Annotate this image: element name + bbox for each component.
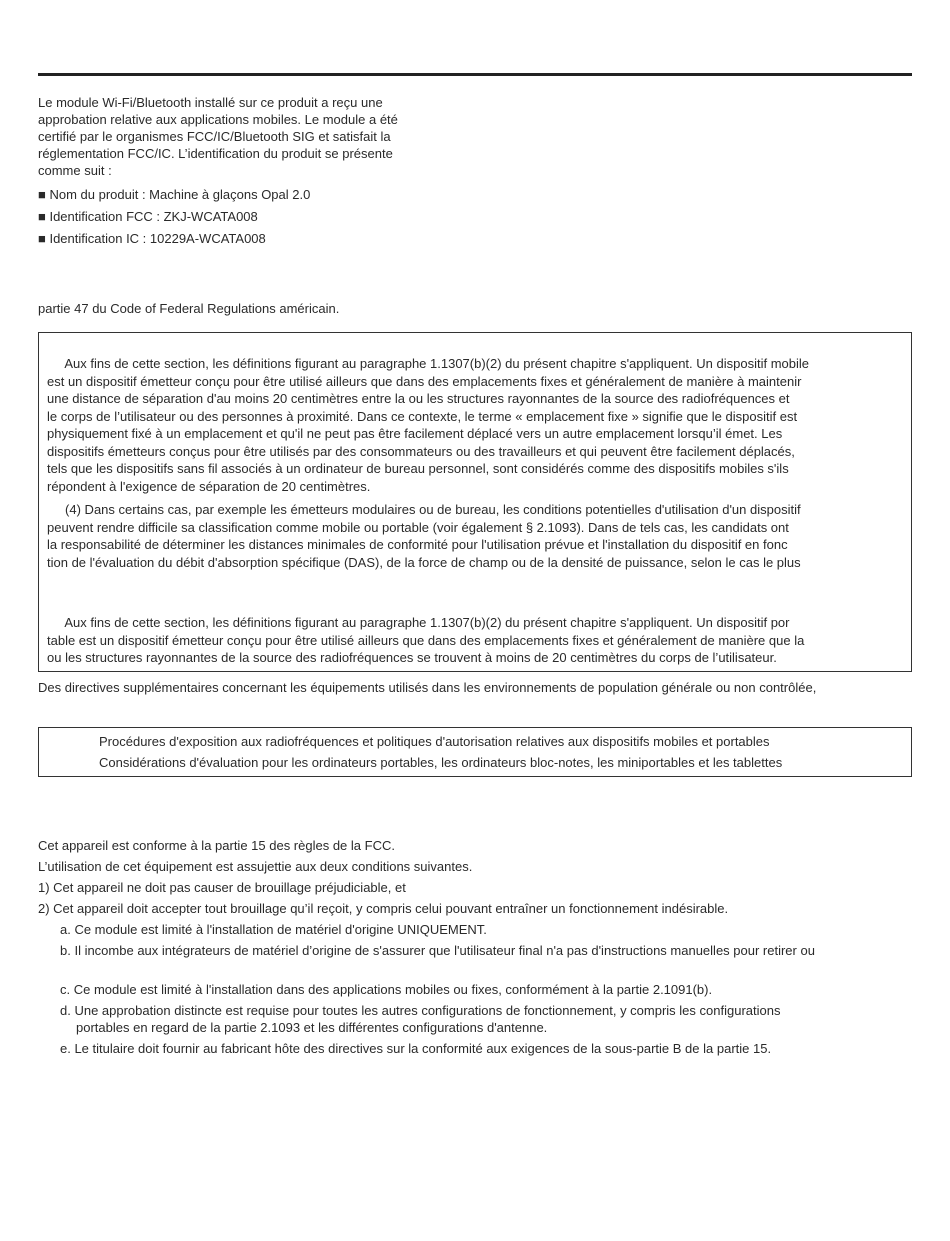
header-rule (38, 73, 912, 76)
product-name-item: ■ Nom du produit : Machine à glaçons Opal 2.0 (38, 187, 311, 202)
fcc-item-b: b. Il incombe aux intégrateurs de matériel d’origine de s'assurer que l'utilisateur final n'a pas d'instructions manuelles pour retirer ou (60, 943, 815, 958)
modular-transmitter-paragraph (47, 501, 903, 571)
kdb-references-box (38, 727, 912, 777)
text-line: le corps de l’utilisateur ou des personnes à proximité. Dans ce contexte, le terme « emplacement fixe » signifie que le dispositif est (47, 408, 798, 424)
kdb-reference-laptops-tablets: Considérations d'évaluation pour les ordinateurs portables, les ordinateurs bloc-notes, les miniportables et les tablettes (99, 755, 783, 770)
intro-line: comme suit : (38, 163, 112, 178)
text-line: (4) Dans certains cas, par exemple les émetteurs modulaires ou de bureau, les conditions potentielles d'utilisation d'un dispositif (47, 502, 801, 517)
fcc-item-e: e. Le titulaire doit fournir au fabricant hôte des directives sur la conformité aux exigences de la sous-partie B de la partie 15. (60, 1041, 772, 1056)
cfr-reference: partie 47 du Code of Federal Regulations américain. (38, 301, 340, 316)
ic-id-item: ■ Identification IC : 10229A-WCATA008 (38, 231, 266, 246)
text-line: Aux fins de cette section, les définitions figurant au paragraphe 1.1307(b)(2) du présent chapitre s'appliquent. Un dispositif mobile (47, 356, 809, 371)
regulation-excerpt-box (38, 332, 912, 672)
fcc-item-c: c. Ce module est limité à l'installation dans des applications mobiles ou fixes, conformément à la partie 2.1091(b). (60, 982, 713, 997)
kdb-reference-mobile-portable: Procédures d'exposition aux radiofréquences et politiques d'autorisation relatives aux dispositifs mobiles et portables (99, 734, 770, 749)
text-line: est un dispositif émetteur conçu pour être utilisé ailleurs que dans des emplacements fixes et généralement de manière à maintenir (47, 373, 802, 389)
fcc-item-a: a. Ce module est limité à l'installation de matériel d'origine UNIQUEMENT. (60, 922, 487, 937)
intro-line: certifié par le organismes FCC/IC/Bluetooth SIG et satisfait la (38, 129, 391, 144)
fcc-id-item: ■ Identification FCC : ZKJ-WCATA008 (38, 209, 258, 224)
mobile-device-definition (47, 355, 903, 495)
fcc-line: L’utilisation de cet équipement est assujettie aux deux conditions suivantes. (38, 859, 473, 874)
intro-line: Le module Wi-Fi/Bluetooth installé sur ce produit a reçu une (38, 95, 383, 110)
text-line: tion de l'évaluation du débit d'absorption spécifique (DAS), de la force de champ ou de la densité de puissance, selon le cas le plus (47, 554, 801, 570)
intro-paragraph (38, 94, 458, 179)
fcc-item-d-continued: portables en regard de la partie 2.1093 et les différentes configurations d'antenne. (76, 1020, 548, 1035)
product-id-list (38, 186, 458, 252)
fcc-item-d: d. Une approbation distincte est requise pour toutes les autres configurations de fonctionnement, y compris les configurations (60, 1003, 781, 1018)
portable-device-definition (47, 614, 903, 667)
text-line: Aux fins de cette section, les définitions figurant au paragraphe 1.1307(b)(2) du présent chapitre s'appliquent. Un dispositif por (47, 615, 790, 630)
text-line: physiquement fixé à un emplacement et qu'il ne peut pas être facilement déplacé vers un autre emplacement lorsqu’il émet. Les (47, 426, 783, 441)
text-line: une distance de séparation d'au moins 20 centimètres entre la ou les structures rayonnantes de la source des radiofréquences et (47, 391, 790, 406)
directives-line: Des directives supplémentaires concernant les équipements utilisés dans les environnements de population générale ou non contrôlée, (38, 680, 817, 695)
fcc-line: Cet appareil est conforme à la partie 15 des règles de la FCC. (38, 838, 395, 853)
text-line: dispositifs émetteurs conçus pour être utilisés par des consommateurs ou des travailleurs et qui peuvent être facilement déplacés, (47, 443, 795, 459)
text-line: répondent à l'exigence de séparation de 20 centimètres. (47, 478, 371, 494)
intro-line: réglementation FCC/IC. L’identification du produit se présente (38, 146, 393, 161)
text-line: ou les structures rayonnantes de la source des radiofréquences se trouvent à moins de 20 centimètres du corps de l’utilisateur. (47, 650, 777, 665)
text-line: table est un dispositif émetteur conçu pour être utilisé ailleurs que dans des emplacements fixes et généralement de manière que la (47, 632, 805, 648)
text-line: peuvent rendre difficile sa classification comme mobile ou portable (voir également § 2.1093). Dans de tels cas, les candidats ont (47, 519, 789, 535)
text-line: tels que les dispositifs sans fil associés à un ordinateur de bureau personnel, sont considérés comme des dispositifs mobiles s'ils (47, 461, 789, 476)
fcc-line: 1) Cet appareil ne doit pas causer de brouillage préjudiciable, et (38, 880, 406, 895)
text-line: la responsabilité de déterminer les distances minimales de conformité pour l'utilisation prévue et l'installation du dispositif en fonc (47, 537, 788, 552)
intro-line: approbation relative aux applications mobiles. Le module a été (38, 112, 398, 127)
fcc-line: 2) Cet appareil doit accepter tout brouillage qu’il reçoit, y compris celui pouvant entraîner un fonctionnement indésirable. (38, 901, 729, 916)
